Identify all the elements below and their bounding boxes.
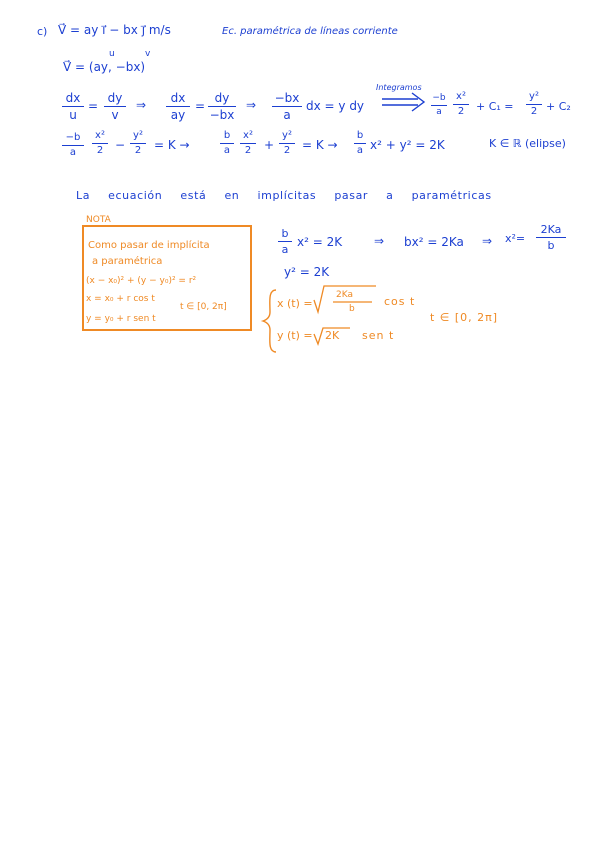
fraction-x2-2: x² 2 — [453, 92, 469, 117]
sentence: La ecuación está en implícitas pasar a paramétricas — [76, 189, 492, 202]
work-eq2: bx² = 2Ka — [404, 235, 464, 249]
section-label: c) — [37, 25, 48, 38]
minus-sign: − — [115, 138, 126, 152]
equals-k: = K → — [154, 138, 190, 152]
v-label: v — [145, 49, 151, 59]
work-eq4: y² = 2K — [284, 265, 330, 279]
fraction-dx-u: dx u — [62, 92, 84, 121]
plus-c1: + C₁ = — [476, 100, 514, 113]
implies-arrow: ⇒ — [246, 98, 257, 112]
x-root-denominator: b — [349, 304, 355, 314]
velocity-components: V⃗ = (ay, −bx) — [63, 60, 146, 74]
fraction-b-a: b a — [220, 131, 234, 156]
x-trig: cos t — [384, 295, 416, 308]
fraction-minus-b-a: −b a — [432, 93, 446, 117]
differential-equation: dx = y dy — [306, 99, 365, 113]
plus-sign: + — [264, 138, 275, 152]
y-root: 2K — [325, 329, 340, 342]
x-root-numerator: 2Ka — [336, 290, 353, 300]
integrate-label: Integramos — [376, 83, 422, 92]
nota-y-param: y = y₀ + r sen t — [86, 314, 156, 324]
nota-line-1: Como pasar de implícita — [88, 240, 210, 251]
nota-x-param: x = x₀ + r cos t — [86, 294, 155, 304]
implies-arrow: ⇒ — [136, 98, 147, 112]
fraction-y2-2: y² 2 — [526, 92, 542, 117]
ellipse-equation: x² + y² = 2K — [370, 138, 445, 152]
fraction-dx-ay: dx ay — [166, 92, 190, 121]
fraction-minus-b-a: −b a — [62, 133, 84, 158]
fraction-dy-v: dy v — [104, 92, 126, 121]
y-trig: sen t — [362, 329, 395, 342]
param-range: t ∈ [0, 2π] — [430, 311, 499, 324]
nota-label: NOTA — [86, 215, 111, 225]
nota-range: t ∈ [0, 2π] — [180, 302, 227, 312]
nota-line-2: a paramétrica — [92, 256, 163, 267]
fraction-y2-2: y² 2 — [130, 131, 146, 156]
fraction-minus-bx-a: −bx a — [272, 92, 302, 121]
fraction-2ka-b: 2Ka b — [536, 224, 566, 251]
domain-note: K ∈ ℝ (elipse) — [489, 137, 566, 150]
fraction-dy-minus-bx: dy −bx — [209, 91, 235, 122]
plus-c2: + C₂ — [546, 100, 571, 113]
implies-arrow: ⇒ — [374, 234, 385, 248]
x-t-lhs: x (t) = — [277, 297, 313, 310]
fraction-x2-2: x² 2 — [240, 131, 256, 156]
y-t-lhs: y (t) = — [277, 329, 313, 342]
section-title: Ec. paramétrica de líneas corriente — [222, 26, 398, 37]
u-label: u — [109, 49, 115, 59]
fraction-y2-2: y² 2 — [279, 131, 295, 156]
nota-circle-equation: (x − x₀)² + (y − y₀)² = r² — [86, 276, 197, 286]
work-eq1: x² = 2K — [297, 235, 343, 249]
equals-sign: = — [88, 99, 99, 113]
equals-sign: = — [195, 99, 206, 113]
equals-k: = K → — [302, 138, 338, 152]
implies-arrow: ⇒ — [482, 234, 493, 248]
velocity-formula: V⃗ = ay i⃗ − bx j⃗ m/s — [58, 23, 171, 37]
work-eq3-lhs: x²= — [505, 232, 526, 245]
fraction-x2-2: x² 2 — [92, 131, 108, 156]
fraction-b-a: b a — [278, 228, 292, 255]
fraction-b-a: b a — [354, 131, 366, 156]
